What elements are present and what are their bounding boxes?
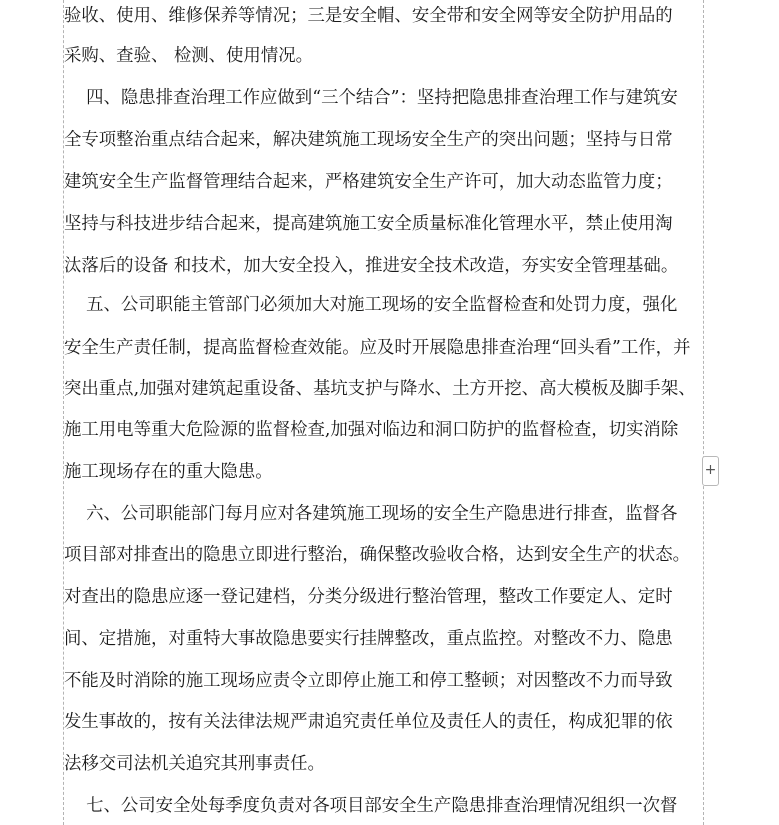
text-line: 全专项整治重点结合起来，解决建筑施工现场安全生产的突出问题；坚持与日常 xyxy=(64,130,673,150)
text-line: 对查出的隐患应逐一登记建档，分类分级进行整治管理，整改工作要定人、定时 xyxy=(64,587,673,607)
text-line: 突出重点,加强对建筑起重设备、基坑支护与降水、土方开挖、高大模板及脚手架、 xyxy=(64,379,696,399)
left-margin-guide xyxy=(63,0,64,825)
right-margin-guide xyxy=(703,0,704,825)
text-line: 安全生产责任制，提高监督检查效能。应及时开展隐患排查治理“回头看”工作，并 xyxy=(64,338,691,358)
text-line: 四、隐患排查治理工作应做到“三个结合”：坚持把隐患排查治理工作与建筑安 xyxy=(64,88,678,108)
text-line: 采购、查验、 检测、使用情况。 xyxy=(64,46,313,66)
text-line: 间、定措施，对重特大事故隐患要实行挂牌整改，重点监控。对整改不力、隐患 xyxy=(64,629,673,649)
text-line: 不能及时消除的施工现场应责令立即停止施工和停工整顿；对因整改不力而导致 xyxy=(64,671,673,691)
text-line: 坚持与科技进步结合起来，提高建筑施工安全质量标准化管理水平，禁止使用淘 xyxy=(64,214,673,234)
add-icon[interactable]: + xyxy=(702,456,719,486)
text-line: 验收、使用、维修保养等情况；三是安全帽、安全带和安全网等安全防护用品的 xyxy=(64,6,673,26)
text-line: 法移交司法机关追究其刑事责任。 xyxy=(64,754,325,774)
text-line: 项目部对排查出的隐患立即进行整治，确保整改验收合格，达到安全生产的状态。 xyxy=(64,545,691,565)
text-line: 汰落后的设备 和技术，加大安全投入，推进安全技术改造，夯实安全管理基础。 xyxy=(64,256,679,276)
text-line: 发生事故的，按有关法律法规严肃追究责任单位及责任人的责任，构成犯罪的依 xyxy=(64,712,673,732)
text-line: 建筑安全生产监督管理结合起来，严格建筑安全生产许可，加大动态监管力度； xyxy=(64,172,673,192)
text-line: 七、公司安全处每季度负责对各项目部安全生产隐患排查治理情况组织一次督 xyxy=(64,796,678,816)
text-line: 施工现场存在的重大隐患。 xyxy=(64,462,273,482)
text-line: 六、公司职能部门每月应对各建筑施工现场的安全生产隐患进行排查，监督各 xyxy=(64,504,678,524)
text-line: 施工用电等重大危险源的监督检查,加强对临边和洞口防护的监督检查，切实消除 xyxy=(64,420,679,440)
text-line: 五、公司职能主管部门必须加大对施工现场的安全监督检查和处罚力度，强化 xyxy=(64,295,678,315)
